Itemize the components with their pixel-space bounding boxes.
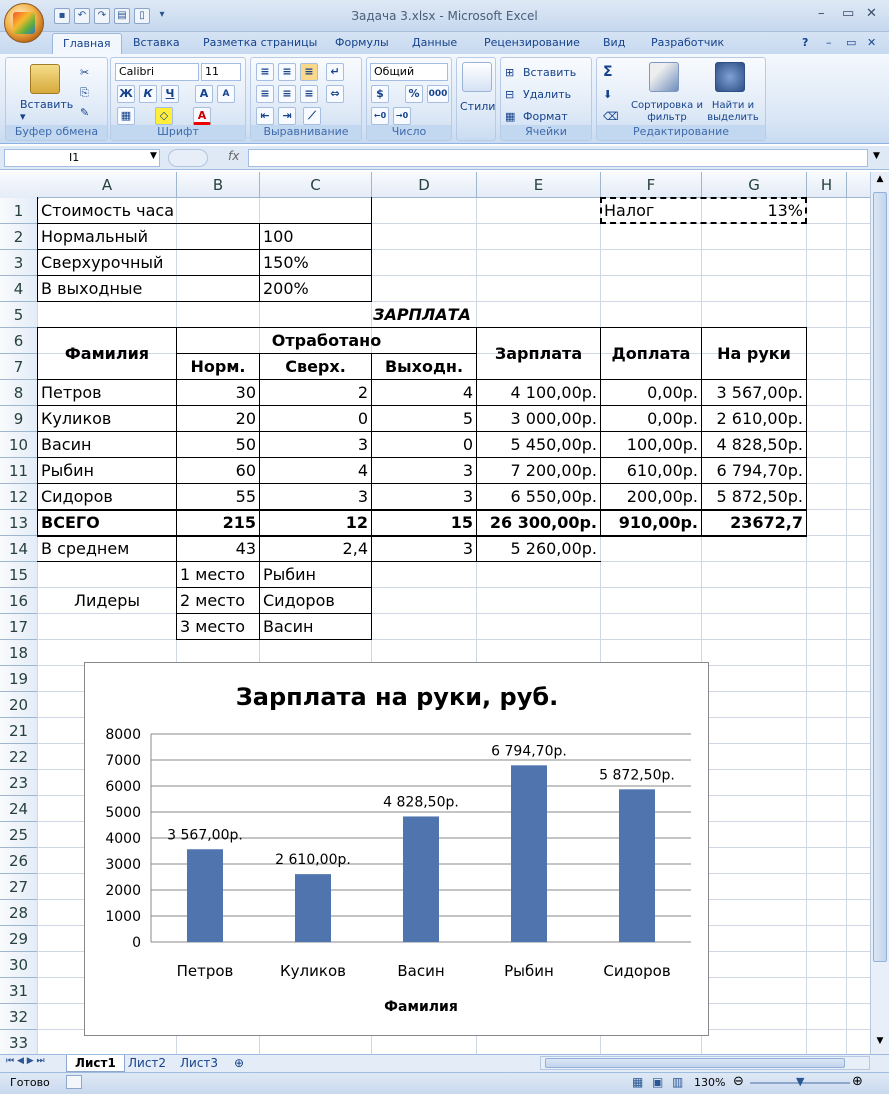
group-cells [500, 57, 592, 141]
total-label[interactable]: ВСЕГО [41, 513, 100, 532]
cell-c3[interactable]: 150% [263, 253, 309, 272]
total-norm[interactable]: 215 [222, 513, 256, 532]
row-header-25[interactable]: 25 [0, 822, 38, 848]
insert-sheet-icon[interactable]: ⊕ [234, 1056, 245, 1070]
row-header-15[interactable]: 15 [0, 562, 38, 588]
orientation-icon[interactable]: ⟋ [303, 107, 321, 125]
row-header-8[interactable]: 8 [0, 380, 38, 406]
header-zarplata[interactable]: Зарплата [494, 344, 583, 363]
delete-cells-button[interactable]: Удалить [523, 88, 572, 101]
cell-title-zarplata[interactable]: ЗАРПЛАТА [373, 305, 471, 324]
chart-ytick-label: 2000 [105, 883, 141, 899]
employee-over[interactable]: 4 [357, 461, 368, 480]
row-header-14[interactable]: 14 [0, 536, 38, 562]
autosum-button[interactable]: Σ [603, 64, 613, 80]
row-header-4[interactable]: 4 [0, 276, 38, 302]
employee-week[interactable]: 0 [462, 435, 473, 454]
save-icon[interactable]: ▪ [54, 8, 70, 24]
employee-name[interactable]: Рыбин [41, 461, 95, 480]
zoom-out-icon[interactable]: ⊖ [733, 1074, 744, 1089]
office-logo-icon [13, 12, 35, 34]
window-title: Задача 3.xlsx - Microsoft Excel [351, 9, 538, 23]
chart-bar [187, 849, 223, 942]
zoom-in-icon[interactable]: ⊕ [852, 1074, 863, 1089]
row-header-11[interactable]: 11 [0, 458, 38, 484]
column-header-c[interactable]: C [260, 172, 372, 198]
redo-icon[interactable]: ↷ [94, 8, 110, 24]
format-cells-button[interactable]: Формат [523, 110, 568, 123]
employee-salary[interactable]: 5 450,00р. [510, 435, 597, 454]
row-header-20[interactable]: 20 [0, 692, 38, 718]
row-header-5[interactable]: 5 [0, 302, 38, 328]
cell-border [371, 197, 372, 302]
insert-cells-button[interactable]: Вставить [523, 66, 577, 79]
employee-norm[interactable]: 55 [235, 487, 256, 506]
paste-icon [30, 64, 60, 94]
chart-xtick-label: Куликов [280, 962, 346, 980]
avg-over[interactable]: 2,4 [342, 539, 368, 558]
row-header-19[interactable]: 19 [0, 666, 38, 692]
row-header-1[interactable]: 1 [0, 198, 38, 224]
formula-input[interactable] [248, 149, 868, 167]
group-clipboard-label: Буфер обмена [6, 125, 107, 140]
align-top-icon[interactable]: ≡ [256, 63, 274, 81]
cell-a4[interactable]: В выходные [41, 279, 143, 298]
tab-formulas[interactable]: Формулы [335, 36, 389, 49]
page-break-view-icon[interactable]: ▥ [672, 1075, 684, 1089]
row-header-21[interactable]: 21 [0, 718, 38, 744]
font-size-combo[interactable]: 11 [201, 63, 241, 81]
chart-ytick-label: 4000 [105, 831, 141, 847]
cell-a1[interactable]: Стоимость часа [41, 201, 175, 220]
header-norm[interactable]: Норм. [190, 357, 246, 376]
employee-net[interactable]: 4 828,50р. [716, 435, 803, 454]
row-header-18[interactable]: 18 [0, 640, 38, 666]
cell-a2[interactable]: Нормальный [41, 227, 148, 246]
chart-data-label: 6 794,70р. [491, 743, 567, 760]
tab-view[interactable]: Вид [603, 36, 626, 49]
place-2[interactable]: 2 место [180, 591, 246, 610]
tab-home[interactable]: Главная [52, 33, 122, 55]
employee-week[interactable]: 4 [462, 383, 473, 402]
column-header-i[interactable] [847, 172, 870, 198]
find-select-icon [715, 62, 745, 92]
group-editing-label: Редактирование [597, 125, 765, 140]
column-header-b[interactable]: B [177, 172, 260, 198]
formula-bar [0, 146, 889, 170]
chart-data-label: 3 567,00р. [167, 827, 243, 844]
leader-3[interactable]: Васин [263, 617, 314, 636]
thousands-button[interactable]: 000 [427, 85, 449, 103]
chart-ytick-label: 3000 [105, 857, 141, 873]
formula-expand-icon[interactable] [168, 149, 208, 167]
scroll-up-icon[interactable]: ▲ [876, 174, 884, 184]
indent-increase-icon[interactable]: ⇥ [278, 107, 296, 125]
column-header-h[interactable]: H [807, 172, 847, 198]
group-clipboard [5, 57, 108, 141]
select-all-button[interactable] [0, 172, 39, 199]
zoom-slider-thumb[interactable]: ▼ [796, 1075, 805, 1088]
ribbon-restore-icon[interactable]: ▭ [846, 36, 857, 49]
vertical-scrollbar[interactable] [870, 172, 889, 1054]
chart-xtick-label: Рыбин [504, 962, 554, 980]
employee-bonus[interactable]: 610,00р. [626, 461, 698, 480]
horizontal-scroll-thumb[interactable] [545, 1058, 845, 1068]
fill-color-icon[interactable]: ◇ [155, 107, 173, 125]
employee-salary[interactable]: 6 550,00р. [510, 487, 597, 506]
paste-button[interactable]: Вставить [20, 98, 74, 111]
employee-norm[interactable]: 20 [235, 409, 256, 428]
title-bar [0, 0, 889, 32]
row-header-29[interactable]: 29 [0, 926, 38, 952]
align-right-icon[interactable]: ≡ [300, 85, 318, 103]
cell-c2[interactable]: 100 [263, 227, 294, 246]
employee-name[interactable]: Сидоров [41, 487, 113, 506]
chart-data-label: 4 828,50р. [383, 794, 459, 811]
employee-week[interactable]: 5 [462, 409, 473, 428]
row-header-23[interactable]: 23 [0, 770, 38, 796]
insert-function-icon[interactable]: fx [228, 149, 240, 163]
row-header-9[interactable]: 9 [0, 406, 38, 432]
cell-a3[interactable]: Сверхурочный [41, 253, 164, 272]
group-cells-label: Ячейки [501, 125, 591, 140]
employee-net[interactable]: 2 610,00р. [716, 409, 803, 428]
row-header-27[interactable]: 27 [0, 874, 38, 900]
row-header-10[interactable]: 10 [0, 432, 38, 458]
horizontal-scrollbar[interactable] [540, 1056, 870, 1070]
employee-week[interactable]: 3 [462, 487, 473, 506]
row-header-12[interactable]: 12 [0, 484, 38, 510]
column-header-f[interactable]: F [601, 172, 702, 198]
sheet-tab-2[interactable]: Лист2 [128, 1056, 167, 1070]
number-format-combo[interactable]: Общий [370, 63, 448, 81]
employee-week[interactable]: 3 [462, 461, 473, 480]
chart-ytick-label: 7000 [105, 753, 141, 769]
employee-over[interactable]: 0 [357, 409, 368, 428]
place-1[interactable]: 1 место [180, 565, 246, 584]
employee-norm[interactable]: 30 [235, 383, 256, 402]
wrap-text-icon[interactable]: ↵ [326, 63, 344, 81]
column-header-a[interactable]: A [38, 172, 177, 198]
group-font-label: Шрифт [111, 125, 245, 140]
format-painter-icon[interactable]: ✎ [80, 106, 90, 119]
total-week[interactable]: 15 [450, 513, 473, 532]
header-doplata[interactable]: Доплата [611, 344, 691, 363]
tab-insert[interactable]: Вставка [133, 36, 180, 49]
chart-title: Зарплата на руки, руб. [235, 683, 559, 711]
row-header-2[interactable]: 2 [0, 224, 38, 250]
underline-button[interactable]: Ч [161, 85, 179, 103]
chart-bar [403, 816, 439, 942]
styles-button[interactable]: Стили [460, 100, 496, 113]
employee-bonus[interactable]: 0,00р. [647, 409, 698, 428]
percent-button[interactable]: % [405, 85, 423, 103]
chart-ytick-label: 5000 [105, 805, 141, 821]
group-alignment-label: Выравнивание [251, 125, 361, 140]
name-box[interactable]: I1 [4, 149, 160, 167]
chart-bar [295, 874, 331, 942]
maximize-button[interactable]: ▭ [842, 6, 855, 21]
currency-icon[interactable]: $ [371, 85, 389, 103]
vertical-scroll-thumb[interactable] [873, 192, 887, 962]
row-header-3[interactable]: 3 [0, 250, 38, 276]
employee-salary[interactable]: 7 200,00р. [510, 461, 597, 480]
paste-dropdown-icon[interactable]: ▾ [20, 110, 26, 123]
salary-chart[interactable] [84, 662, 709, 1036]
total-over[interactable]: 12 [345, 513, 368, 532]
row-header-17[interactable]: 17 [0, 614, 38, 640]
header-otrabotano[interactable]: Отработано [271, 331, 382, 350]
chart-bar [619, 789, 655, 942]
employee-name[interactable]: Петров [41, 383, 102, 402]
delete-cells-icon[interactable]: ⊟ [505, 88, 515, 101]
status-ready: Готово [10, 1076, 50, 1089]
row-header-7[interactable]: 7 [0, 354, 38, 380]
chart-x-axis-title: Фамилия [384, 999, 458, 1015]
indent-decrease-icon[interactable]: ⇤ [256, 107, 274, 125]
italic-button[interactable]: К [139, 85, 157, 103]
cell-c4[interactable]: 200% [263, 279, 309, 298]
employee-net[interactable]: 6 794,70р. [716, 461, 803, 480]
increase-decimal-icon[interactable]: ←0 [371, 107, 389, 125]
sort-filter-icon [649, 62, 679, 92]
group-font [110, 57, 246, 141]
row-header-16[interactable]: 16 [0, 588, 38, 614]
chart-svg [85, 663, 710, 1037]
clear-icon[interactable]: ⌫ [603, 110, 619, 123]
sheet-tab-1[interactable]: Лист1 [66, 1055, 125, 1072]
print-preview-icon[interactable]: ▤ [114, 8, 130, 24]
insert-cells-icon[interactable]: ⊞ [505, 66, 515, 79]
total-bonus[interactable]: 910,00р. [618, 513, 698, 532]
employee-salary[interactable]: 3 000,00р. [510, 409, 597, 428]
employee-over[interactable]: 3 [357, 435, 368, 454]
align-middle-icon[interactable]: ≡ [278, 63, 296, 81]
leader-2[interactable]: Сидоров [263, 591, 335, 610]
employee-bonus[interactable]: 100,00р. [626, 435, 698, 454]
chart-ytick-label: 6000 [105, 779, 141, 795]
merge-cells-icon[interactable]: ⇔ [326, 85, 344, 103]
header-familiya[interactable]: Фамилия [64, 344, 150, 363]
cell-border [371, 561, 372, 640]
group-number-label: Число [367, 125, 451, 140]
ribbon-tabs [0, 32, 889, 54]
new-document-icon[interactable]: ▯ [134, 8, 150, 24]
cell-g1[interactable]: 13% [767, 201, 803, 220]
align-bottom-icon[interactable]: ≡ [300, 63, 318, 81]
close-button[interactable]: ✕ [866, 6, 877, 21]
row-header-33[interactable]: 33 [0, 1030, 38, 1054]
sort-filter-button[interactable]: Сортировка и фильтр [631, 100, 703, 123]
borders-icon[interactable]: ▦ [117, 107, 135, 125]
employee-net[interactable]: 3 567,00р. [716, 383, 803, 402]
sheet-nav-icons[interactable]: ⏮ ◀ ▶ ⏭ [6, 1056, 45, 1066]
avg-label[interactable]: В среднем [41, 539, 130, 558]
page-layout-view-icon[interactable]: ▣ [652, 1075, 664, 1089]
row-header-31[interactable]: 31 [0, 978, 38, 1004]
column-header-e[interactable]: E [477, 172, 601, 198]
help-icon[interactable]: ? [802, 36, 809, 49]
chart-bar [511, 765, 547, 942]
grow-font-icon[interactable]: A [195, 85, 213, 103]
decrease-decimal-icon[interactable]: →0 [393, 107, 411, 125]
employee-norm[interactable]: 50 [235, 435, 256, 454]
row-header-24[interactable]: 24 [0, 796, 38, 822]
formula-bar-expand-icon[interactable]: ▼ [873, 151, 880, 161]
undo-icon[interactable]: ↶ [74, 8, 90, 24]
row-header-13[interactable]: 13 [0, 510, 38, 536]
cell-border [806, 327, 807, 536]
employee-net[interactable]: 5 872,50р. [716, 487, 803, 506]
employee-name[interactable]: Куликов [41, 409, 112, 428]
header-vykhodn[interactable]: Выходн. [384, 357, 464, 376]
employee-over[interactable]: 3 [357, 487, 368, 506]
row-header-30[interactable]: 30 [0, 952, 38, 978]
employee-bonus[interactable]: 0,00р. [647, 383, 698, 402]
row-header-22[interactable]: 22 [0, 744, 38, 770]
normal-view-icon[interactable]: ▦ [632, 1075, 644, 1089]
chart-data-label: 2 610,00р. [275, 852, 351, 869]
employee-bonus[interactable]: 200,00р. [626, 487, 698, 506]
group-alignment [250, 57, 362, 141]
minimize-button[interactable]: – [818, 6, 825, 21]
chart-xtick-label: Васин [397, 962, 445, 980]
align-center-icon[interactable]: ≡ [278, 85, 296, 103]
align-left-icon[interactable]: ≡ [256, 85, 274, 103]
header-na-ruki[interactable]: На руки [717, 344, 791, 363]
total-salary[interactable]: 26 300,00р. [489, 513, 597, 532]
copy-icon[interactable]: ⎘ [80, 86, 89, 99]
row-header-28[interactable]: 28 [0, 900, 38, 926]
font-name-combo[interactable]: Calibri [115, 63, 199, 81]
employee-salary[interactable]: 4 100,00р. [510, 383, 597, 402]
chart-xtick-label: Петров [176, 962, 234, 980]
find-select-button[interactable]: Найти и выделить [707, 100, 759, 123]
ribbon [0, 54, 889, 144]
avg-norm[interactable]: 43 [235, 539, 256, 558]
ribbon-close-icon[interactable]: ✕ [867, 36, 877, 49]
bold-button[interactable]: Ж [117, 85, 135, 103]
tab-data[interactable]: Данные [412, 36, 458, 49]
macro-record-icon[interactable] [66, 1075, 82, 1089]
ribbon-min-icon[interactable]: – [826, 36, 832, 49]
office-button[interactable] [4, 3, 44, 43]
scroll-down-icon[interactable]: ▼ [876, 1036, 884, 1046]
fill-icon[interactable]: ⬇ [603, 88, 613, 101]
row-header-6[interactable]: 6 [0, 328, 38, 354]
zoom-level[interactable]: 130% [694, 1076, 726, 1089]
cell-border [176, 639, 372, 640]
row-header-26[interactable]: 26 [0, 848, 38, 874]
customize-qat-icon[interactable]: ▾ [159, 9, 165, 20]
shrink-font-icon[interactable]: A [217, 85, 235, 103]
row-header-32[interactable]: 32 [0, 1004, 38, 1030]
employee-name[interactable]: Васин [41, 435, 92, 454]
tab-page-layout[interactable]: Разметка страницы [203, 36, 318, 49]
total-net[interactable]: 23672,7 [730, 513, 803, 532]
sheet-tab-3[interactable]: Лист3 [180, 1056, 219, 1070]
format-cells-icon[interactable]: ▦ [505, 110, 516, 123]
font-color-icon[interactable]: A [193, 107, 211, 125]
employee-over[interactable]: 2 [357, 383, 368, 402]
grid-line [38, 639, 870, 640]
cut-icon[interactable]: ✂ [80, 66, 90, 79]
chart-ytick-label: 8000 [105, 727, 141, 743]
group-styles [456, 57, 496, 141]
status-bar [0, 1072, 889, 1094]
tab-review[interactable]: Рецензирование [484, 36, 580, 49]
avg-week[interactable]: 3 [462, 539, 473, 558]
place-3[interactable]: 3 место [180, 617, 246, 636]
group-editing [596, 57, 766, 141]
employee-norm[interactable]: 60 [235, 461, 256, 480]
chart-data-label: 5 872,50р. [599, 767, 675, 784]
worksheet-grid[interactable] [0, 172, 870, 1054]
column-header-d[interactable]: D [372, 172, 477, 198]
column-header-g[interactable]: G [702, 172, 807, 198]
chart-ytick-label: 0 [132, 935, 141, 951]
chart-ytick-label: 1000 [105, 909, 141, 925]
cell-f1[interactable]: Налог [604, 201, 655, 220]
tab-developer[interactable]: Разработчик [651, 36, 725, 49]
name-box-dropdown-icon[interactable]: ▼ [150, 151, 157, 161]
leaders-label[interactable]: Лидеры [73, 591, 141, 610]
styles-icon [462, 62, 492, 92]
group-number [366, 57, 452, 141]
avg-salary[interactable]: 5 260,00р. [510, 539, 597, 558]
leader-1[interactable]: Рыбин [263, 565, 317, 584]
chart-xtick-label: Сидоров [603, 962, 671, 980]
header-sverkh[interactable]: Сверх. [285, 357, 346, 376]
